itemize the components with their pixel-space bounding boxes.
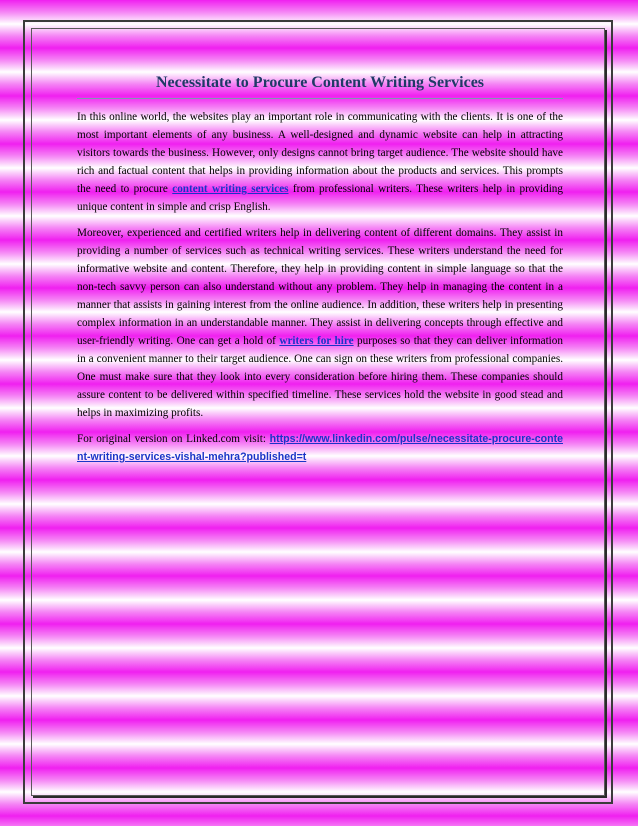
paragraph-writers: [77, 224, 563, 422]
paragraph-intro: [77, 108, 563, 216]
linkedin-article-link[interactable]: https://www.linkedin.com/pulse/necessitate-procure-content-writing-services-vishal-mehra?published=t: [77, 433, 563, 463]
paragraph-writers-text-start: Moreover, experienced and certified writers help in delivering content of different domains. They assist in providing a number of services such as technical writing services. These writers understand the need for informative website and content. Therefore, they help in providing content in simple language so that the non-tech savvy person can also understand without any problem. They help in managing the content in a manner that assists in gaining interest from the online audience. In addition, these writers help in presenting complex information in an understandable manner. They assist in delivering concepts through effective and user-friendly writing. One can get a hold of: [77, 227, 563, 347]
paragraph-writers-text-end: purposes so that they can deliver information in a convenient manner to their target audience. One can sign on these writers from professional companies. One must make sure that they look into every consideration before hiring them. These companies should assure content to be delivered within specified timeline. These services hold the website in good stead and helps in maximizing profits.: [77, 335, 563, 419]
content-writing-services-link[interactable]: content writing services: [172, 183, 289, 195]
source-label: For original version on Linked.com visit:: [77, 433, 270, 445]
paragraph-intro-text-start: In this online world, the websites play an important role in communicating with the clients. It is one of the most important elements of any business. A well-designed and dynamic website can help in attracting visitors towards the business. However, only designs cannot bring target audience. The website should have rich and factual content that helps in providing information about the products and services. This prompts the need to procure: [77, 111, 563, 195]
paragraph-intro-text-end: from professional writers. These writers help in providing unique content in simple and crisp English.: [77, 183, 563, 213]
writers-for-hire-link[interactable]: writers for hire: [279, 335, 354, 347]
document-title: Necessitate to Procure Content Writing Services: [77, 74, 563, 99]
document-body: [77, 74, 563, 474]
paragraph-source: [77, 430, 563, 466]
